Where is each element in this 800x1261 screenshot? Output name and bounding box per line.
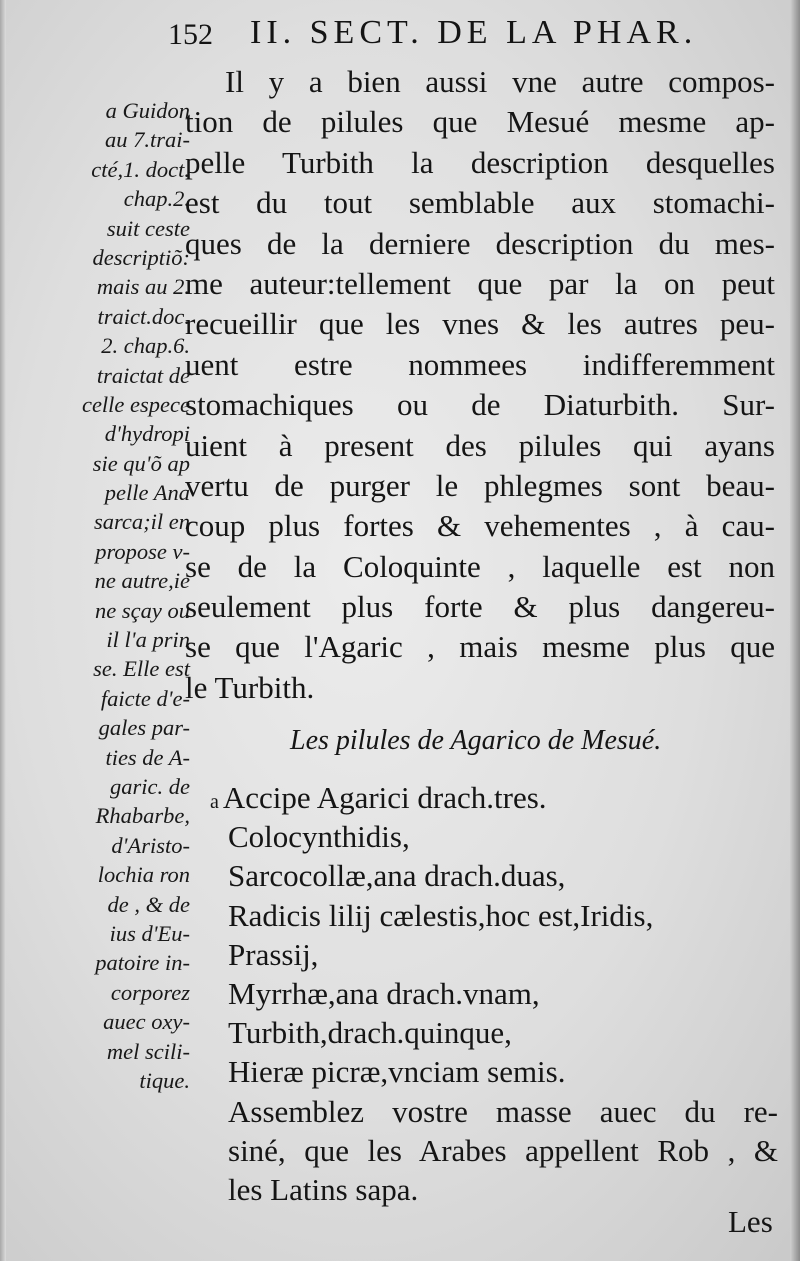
recipe-line: Colocynthidis,: [228, 819, 410, 855]
margin-note-line: corporez: [110, 979, 190, 1005]
body-line: recueillir que les vnes & les autres peu-: [185, 306, 775, 342]
recipe-line: [210, 778, 778, 817]
recipe-line-text: Accipe Agarici drach.tres.: [222, 780, 547, 815]
margin-note-line: sie qu'õ ap: [92, 450, 190, 476]
body-line: Il y a bien aussi vne autre compos-: [225, 64, 775, 99]
margin-note-line: pelle Ana: [104, 480, 190, 506]
body-line: me auteur:tellement que par la on peut: [185, 265, 775, 301]
body-line: vertu de purger le phlegmes sont beau-: [185, 467, 775, 503]
margin-note-line: lochia ron: [97, 862, 190, 888]
margin-note-line: ties de A-: [105, 744, 190, 770]
margin-note-line: auec oxy-: [103, 1009, 190, 1035]
margin-note-line: ne autre,ie: [94, 568, 190, 594]
margin-note-line: il l'a prin: [106, 627, 190, 653]
margin-note-line: mais au 2.: [96, 274, 190, 300]
margin-note-line: tique.: [139, 1067, 190, 1093]
body-line: seulement plus forte & plus dangereu-: [185, 589, 775, 625]
margin-note-line: traictat de: [96, 362, 190, 388]
section-heading: Les pilules de Agarico de Mesué.: [290, 725, 662, 756]
recipe-line: Hieræ picræ,vnciam semis.: [228, 1054, 566, 1090]
margin-note-line: ne sçay ou: [95, 597, 190, 623]
margin-note-line: 2. chap.6.: [101, 333, 190, 359]
recipe-line: Assemblez vostre masse auec du re-: [228, 1093, 778, 1129]
margin-note-line: propose v-: [95, 538, 190, 564]
page-left-edge-shadow: [0, 0, 6, 1261]
catchword: Les: [728, 1204, 773, 1239]
margin-note-line: Rhabarbe,: [95, 803, 190, 829]
recipe-line: Prassij,: [228, 936, 319, 972]
main-paragraph: [185, 62, 775, 708]
margin-note-line: faicte d'e-: [100, 685, 190, 711]
margin-note-line: gales par-: [98, 715, 190, 741]
margin-note-line: garic. de: [110, 773, 190, 799]
margin-note-line: cté,1. doct.: [91, 156, 190, 182]
recipe-line: Radicis lilij cælestis,hoc est,Iridis,: [228, 897, 654, 933]
margin-note-line: a Guidon: [105, 98, 190, 123]
margin-note-line: patoire in-: [95, 950, 190, 976]
margin-note-line: mel scili-: [106, 1038, 190, 1064]
body-line: uent estre nommees indifferemment: [185, 346, 775, 382]
running-head: II. SECT. DE LA PHAR.: [250, 14, 698, 51]
margin-note-line: ius d'Eu-: [109, 920, 190, 946]
body-line: ques de la derniere description du mes-: [185, 225, 775, 261]
page-right-edge-shadow: [790, 0, 800, 1261]
margin-note-line: d'Aristo-: [111, 832, 190, 858]
margin-note-line: celle espece: [81, 391, 190, 417]
body-line: pelle Turbith la description desquelles: [185, 144, 775, 180]
margin-note: [28, 96, 190, 1095]
margin-note-line: d'hydropi: [104, 421, 190, 447]
body-line: est du tout semblable aux stomachi-: [185, 185, 775, 221]
margin-note-line: sarca;il en: [93, 509, 190, 535]
recipe-block: [210, 778, 778, 1209]
recipe-line: Sarcocollæ,ana drach.duas,: [228, 858, 566, 894]
recipe-line: Turbith,drach.quinque,: [228, 1015, 512, 1051]
body-line: se de la Coloquinte , laquelle est non: [185, 548, 775, 584]
page-number: 152: [168, 18, 213, 51]
body-line: tion de pilules que Mesué mesme ap-: [185, 104, 775, 140]
margin-note-line: se. Elle est: [93, 656, 190, 682]
body-line: coup plus fortes & vehementes , à cau-: [185, 508, 775, 544]
body-line: uient à present des pilules qui ayans: [185, 427, 775, 463]
footnote-marker: a: [210, 791, 219, 813]
margin-note-line: chap.2.: [123, 186, 190, 212]
body-line: stomachiques ou de Diaturbith. Sur-: [185, 387, 775, 423]
recipe-line: Myrrhæ,ana drach.vnam,: [228, 975, 540, 1011]
body-line: se que l'Agaric , mais mesme plus que: [185, 629, 775, 665]
margin-note-line: suit ceste: [106, 215, 190, 241]
margin-note-line: traict.doc.: [97, 303, 190, 329]
page-header: [0, 14, 790, 58]
margin-note-line: de , & de: [107, 891, 190, 917]
body-line: le Turbith.: [185, 669, 315, 705]
recipe-line: siné, que les Arabes appellent Rob , &: [228, 1132, 778, 1168]
margin-note-line: au 7.trai-: [104, 127, 190, 153]
recipe-line: les Latins sapa.: [228, 1171, 419, 1207]
margin-note-line: descriptiõ:: [92, 244, 190, 270]
